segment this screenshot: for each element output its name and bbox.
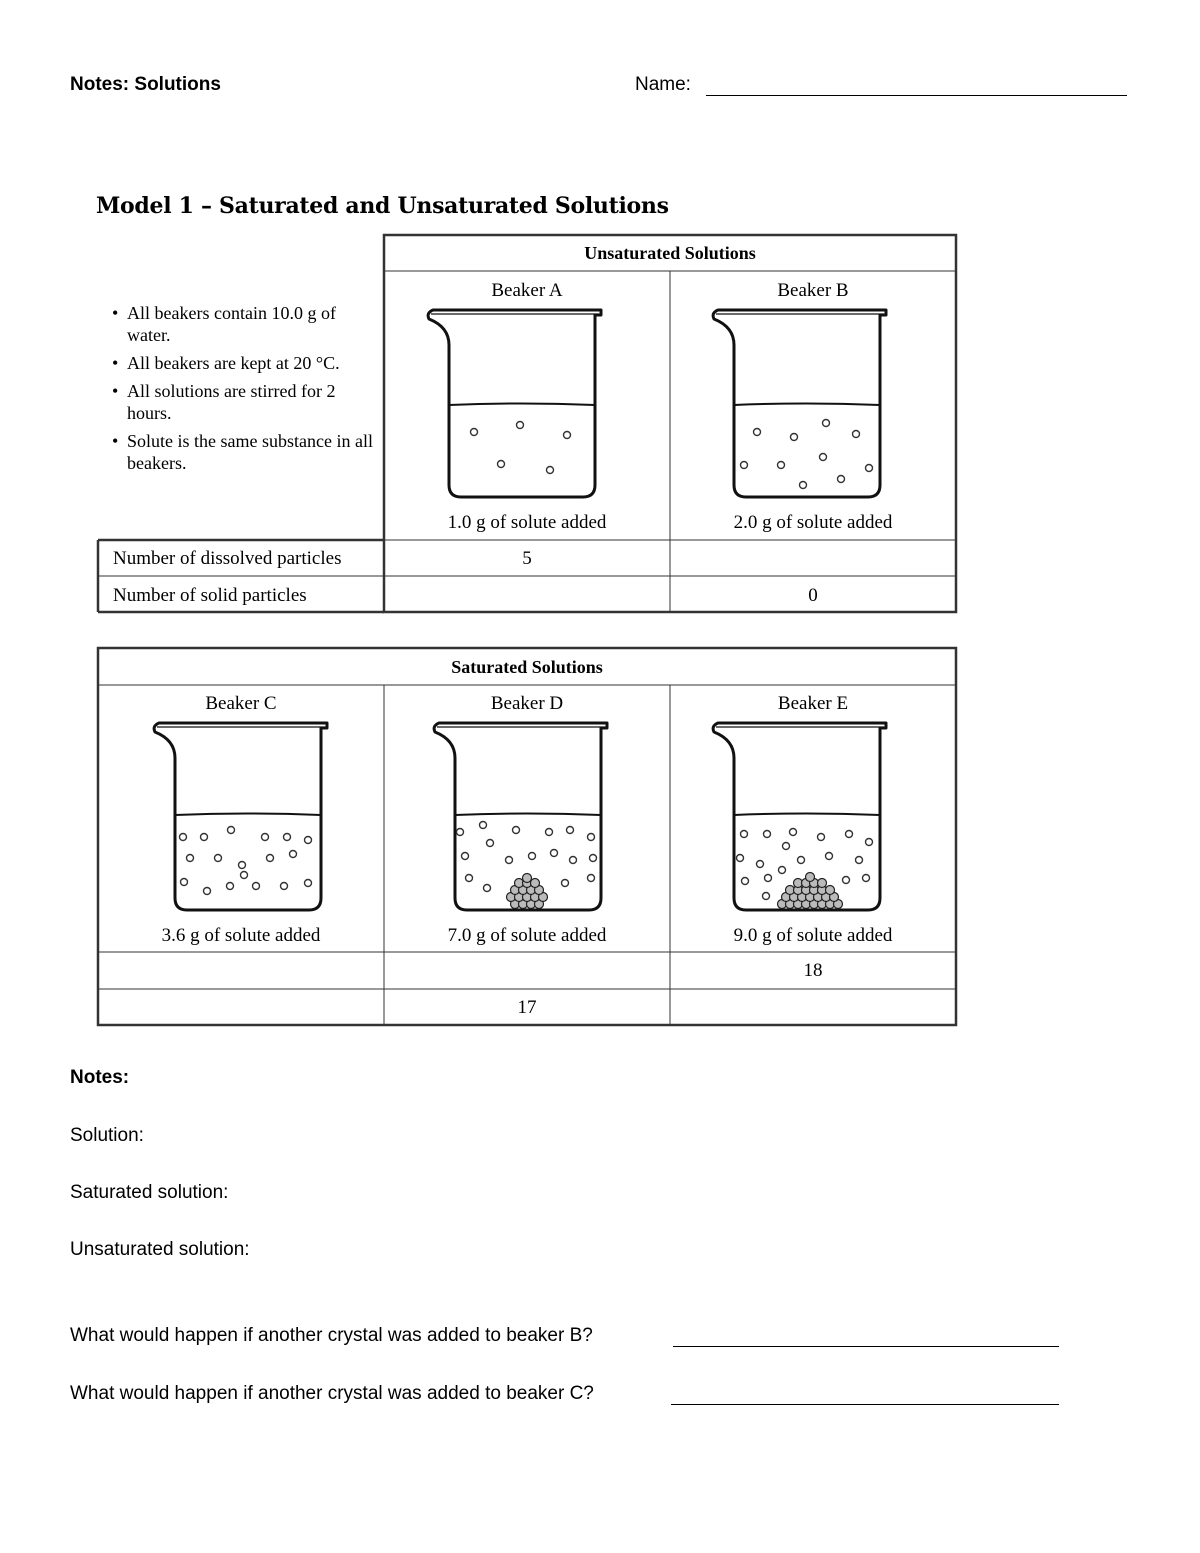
- beaker-d-dissolved[interactable]: [384, 960, 670, 984]
- beaker-c-label: Beaker C: [205, 693, 277, 714]
- beaker-b-dissolved[interactable]: [670, 548, 956, 572]
- beaker-d-caption: 7.0 g of solute added: [447, 925, 607, 946]
- condition-item: • All solutions are stirred for 2 hours.: [112, 380, 382, 424]
- beaker-e-caption: 9.0 g of solute added: [733, 925, 893, 946]
- beaker-a-dissolved[interactable]: 5: [522, 548, 532, 569]
- beaker-e-solid[interactable]: [670, 997, 956, 1021]
- saturated-term: Saturated solution:: [70, 1182, 229, 1203]
- beaker-d-label: Beaker D: [490, 693, 564, 714]
- beaker-e-dissolved[interactable]: 18: [803, 960, 823, 981]
- beaker-b-icon: [713, 310, 886, 497]
- beaker-b-caption: 2.0 g of solute added: [733, 512, 893, 533]
- model-title: Model 1 – Saturated and Unsaturated Solutions: [96, 193, 669, 219]
- solid-row-label: Number of solid particles: [113, 585, 307, 606]
- beaker-b-solid[interactable]: 0: [808, 585, 818, 606]
- beaker-a-icon: [428, 310, 601, 497]
- beaker-d-icon: [434, 723, 607, 910]
- answer-blank-c[interactable]: [671, 1404, 1059, 1405]
- beaker-d-solid[interactable]: 17: [517, 997, 537, 1018]
- beaker-b-label: Beaker B: [777, 280, 849, 301]
- beaker-e-label: Beaker E: [777, 693, 849, 714]
- answer-blank-b[interactable]: [673, 1346, 1059, 1347]
- beaker-c-icon: [154, 723, 327, 910]
- condition-item: • All beakers contain 10.0 g of water.: [112, 302, 382, 346]
- dissolved-row-label: Number of dissolved particles: [113, 548, 342, 569]
- notes-heading: Notes:: [70, 1067, 130, 1088]
- condition-item: • All beakers are kept at 20 °C.: [112, 352, 382, 374]
- beaker-e-icon: [713, 723, 886, 910]
- beaker-c-solid[interactable]: [98, 997, 384, 1021]
- beaker-a-caption: 1.0 g of solute added: [447, 512, 607, 533]
- solution-term: Solution:: [70, 1125, 144, 1146]
- page-heading: Notes: Solutions: [70, 74, 221, 95]
- unsaturated-term: Unsaturated solution:: [70, 1239, 250, 1260]
- name-label: Name:: [635, 74, 691, 95]
- saturated-heading: Saturated Solutions: [451, 657, 603, 677]
- condition-item: • Solute is the same substance in all beakers.: [112, 430, 382, 474]
- beaker-a-solid[interactable]: [384, 585, 670, 609]
- unsaturated-heading: Unsaturated Solutions: [584, 243, 756, 263]
- question-beaker-c: What would happen if another crystal was added to beaker C?: [70, 1383, 594, 1404]
- beaker-c-dissolved[interactable]: [98, 960, 384, 984]
- beaker-a-label: Beaker A: [491, 280, 563, 301]
- beaker-c-caption: 3.6 g of solute added: [161, 925, 321, 946]
- question-beaker-b: What would happen if another crystal was added to beaker B?: [70, 1325, 593, 1346]
